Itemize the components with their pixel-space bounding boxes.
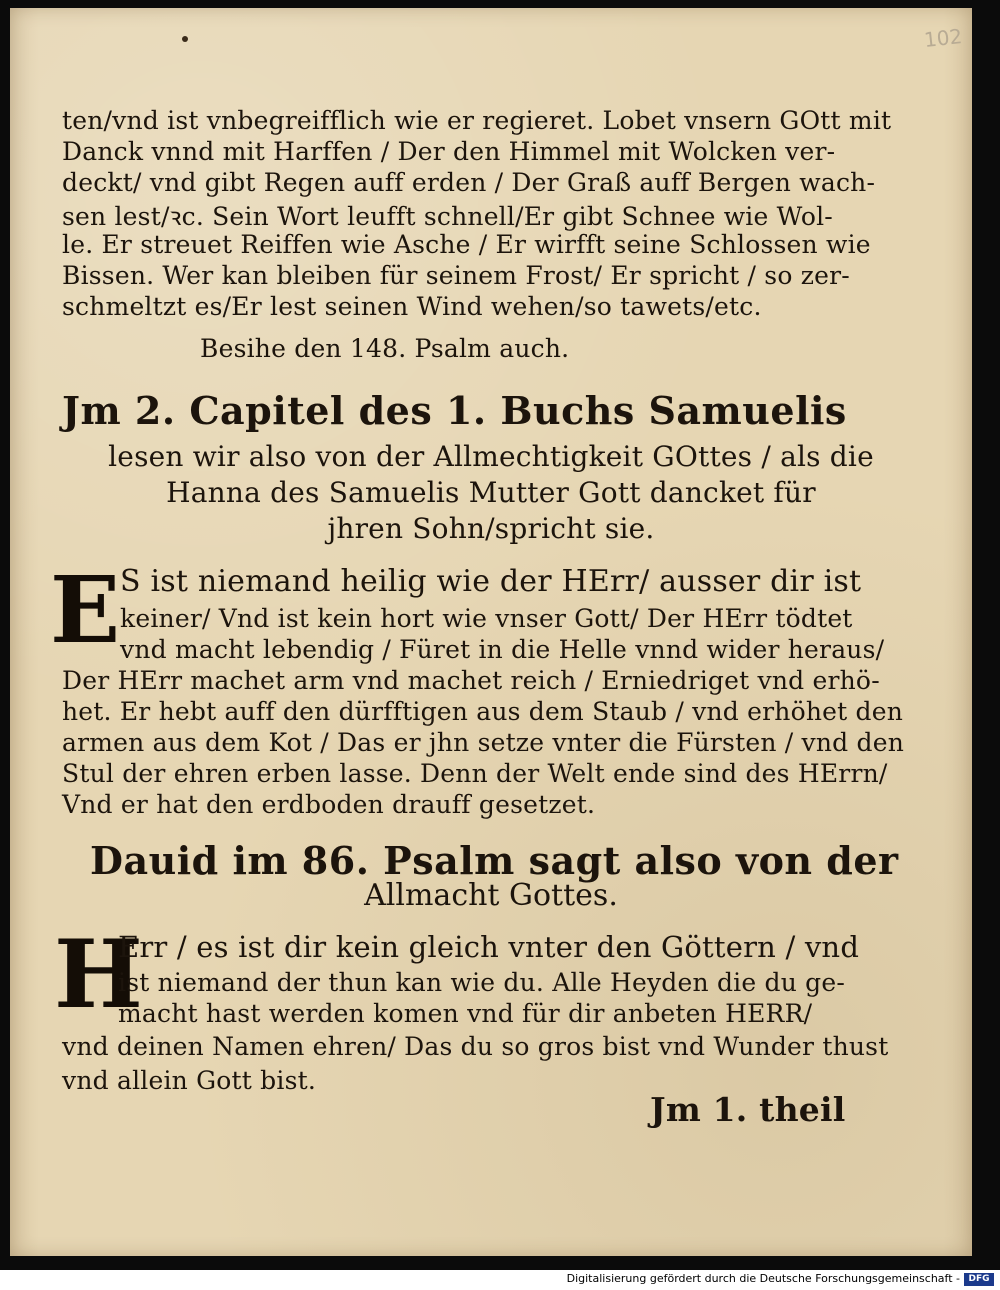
text-line: vnd macht lebendig / Füret in die Helle vnnd wider heraus/ [120,635,885,664]
footer-bar [0,1270,1000,1290]
heading-line: Allmacht Gottes. [364,878,618,913]
catchword: Jm 1. theil [650,1090,846,1129]
drop-cap: H [54,920,143,1030]
heading-line: lesen wir also von der Allmechtigkeit GOttes / als die [108,440,874,473]
section-heading: Jm 2. Capitel des 1. Buchs Samuelis [62,388,847,433]
text-line: le. Er streuet Reiffen wie Asche / Er wirfft seine Schlossen wie [62,230,871,259]
text-line: ten/vnd ist vnbegreifflich wie er regieret. Lobet vnsern GOtt mit [62,106,892,135]
drop-cap: E [50,556,121,664]
text-line: Err / es ist dir kein gleich vnter den Göttern / vnd [118,930,860,964]
section-heading: Dauid im 86. Psalm sagt also von der [90,838,899,883]
text-line: Danck vnnd mit Harffen / Der den Himmel mit Wolcken ver- [62,137,836,166]
text-line: armen aus dem Kot / Das er jhn setze vnter die Fürsten / vnd den [62,728,905,757]
text-line: keiner/ Vnd ist kein hort wie vnser Gott/ Der HErr tödtet [120,604,853,633]
text-line: macht hast werden komen vnd für dir anbeten HERR/ [118,999,813,1028]
text-line: Vnd er hat den erdboden drauff gesetzet. [62,790,596,819]
psalm-reference: Besihe den 148. Psalm auch. [200,334,570,363]
funding-credit: Digitalisierung gefördert durch die Deutsche Forschungsgemeinschaft - [566,1272,960,1285]
text-line: Der HErr machet arm vnd machet reich / Erniedriget vnd erhö- [62,666,880,695]
book-page [10,8,972,1256]
text-line: schmeltzt es/Er lest seinen Wind wehen/so tawets/etc. [62,292,762,321]
text-line: S ist niemand heilig wie der HErr/ ausser dir ist [120,564,862,599]
text-line: het. Er hebt auff den dürfftigen aus dem Staub / vnd erhöhet den [62,697,904,726]
text-line: Bissen. Wer kan bleiben für seinem Frost/ Er spricht / so zer- [62,261,850,290]
text-line: vnd deinen Namen ehren/ Das du so gros bist vnd Wunder thust [62,1032,889,1061]
heading-line: Hanna des Samuelis Mutter Gott dancket für [166,476,816,509]
heading-line: jhren Sohn/spricht sie. [327,512,655,545]
folio-mark: 102 [922,24,964,52]
text-line: ist niemand der thun kan wie du. Alle Heyden die du ge- [118,968,845,997]
ink-spot [182,36,188,42]
dfg-logo-icon: DFG [964,1273,994,1286]
text-line: Stul der ehren erben lasse. Denn der Welt ende sind des HErrn/ [62,759,888,788]
text-line: sen lest/ꝛc. Sein Wort leufft schnell/Er gibt Schnee wie Wol- [62,202,833,231]
text-line: vnd allein Gott bist. [62,1066,316,1095]
text-line: deckt/ vnd gibt Regen auff erden / Der Graß auff Bergen wach- [62,168,876,197]
